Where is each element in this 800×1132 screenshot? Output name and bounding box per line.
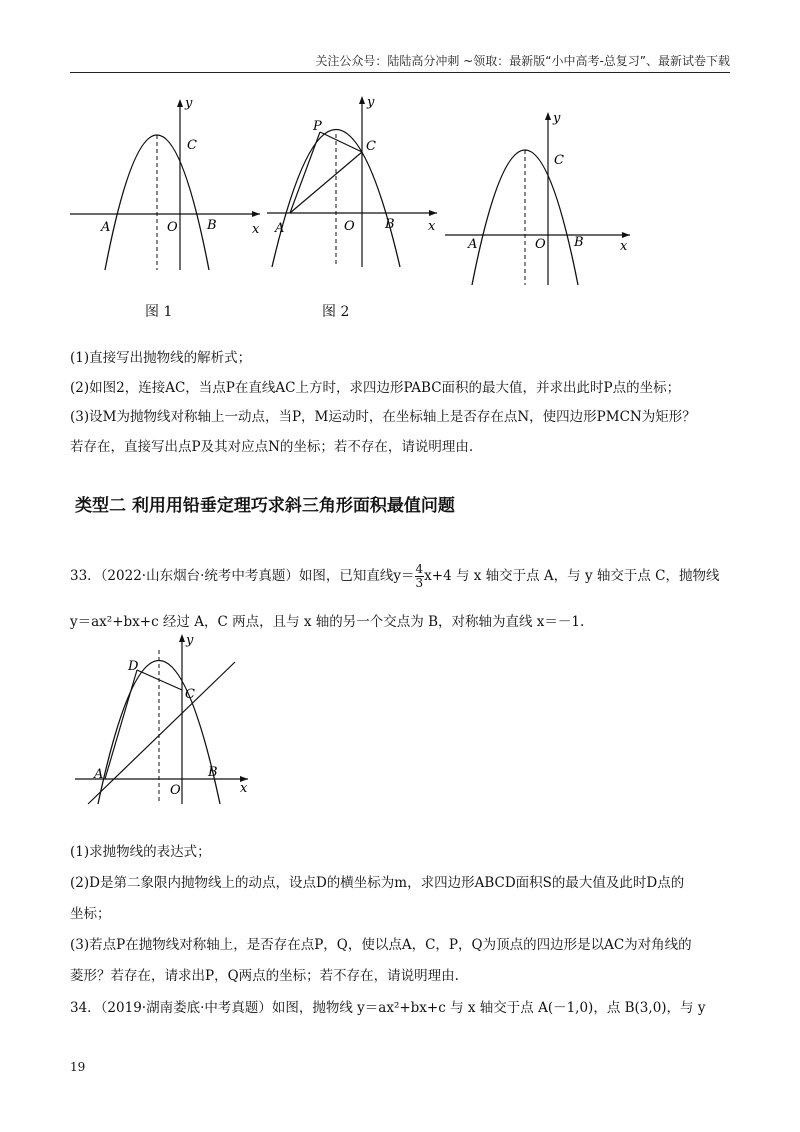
fig4-label-y: y [186,633,194,648]
fig2-label-o: O [344,219,355,234]
problem33-q1: (1)求抛物线的表达式； [70,844,211,860]
fraction [415,563,425,590]
figure-3 [440,110,640,290]
fig1-label-y: y [185,96,193,111]
problem33-intro [70,563,720,590]
problem33-q2-line1: (2)D是第二象限内抛物线上的动点，设点D的横坐标为m，求四边形ABCD面积S的最大值及此时D点的 [70,875,685,891]
prev-q3-line2: 若存在，直接写出点P及其对应点N的坐标；若不存在，请说明理由. [70,439,474,455]
section-title: 类型二 利用用铅垂定理巧求斜三角形面积最值问题 [75,496,455,516]
fraction-denominator: 3 [415,576,424,590]
fraction-numerator: 4 [415,562,424,576]
fig1-label-a: A [101,220,111,235]
fig3-label-a: A [468,237,478,252]
fig4-label-a: A [94,767,104,782]
page-number: 19 [70,1060,86,1074]
fig2-label-a: A [275,221,285,236]
fig3-label-o: O [535,237,546,252]
fig1-label-c: C [187,138,197,153]
fig4-label-o: O [170,783,181,798]
problem34-text: 34．（2019·湖南娄底·中考真题）如图，抛物线 y＝ax²+bx+c 与 x 轴交于点 A(－1,0)，点 B(3,0)，与 y [70,1000,706,1016]
figure-2 [262,92,442,272]
figure-2-caption: 图 2 [322,304,350,320]
problem33-line2: y＝ax²+bx+c 经过 A，C 两点，且与 x 轴的另一个交点为 B，对称轴为直线 x＝－1. [70,614,585,630]
problem33-intro-a: 33．（2022·山东烟台·统考中考真题）如图，已知直线y＝ [70,568,415,584]
prev-q3-line1: (3)设M为抛物线对称轴上一动点，当P，M运动时，在坐标轴上是否存在点N，使四边形PMCN为矩形？ [70,409,696,425]
prev-q2: (2)如图2，连接AC，当点P在直线AC上方时，求四边形PABC面积的最大值，并求出此时P点的坐标； [70,380,681,396]
prev-q1: (1)直接写出抛物线的解析式； [70,350,252,366]
figure-1 [65,95,265,275]
fig2-label-b: B [385,217,395,232]
fig3-label-y: y [553,111,561,126]
fig1-label-o: O [167,220,178,235]
problem33-q3-line2: 菱形？若存在，请求出P，Q两点的坐标；若不存在，请说明理由. [70,968,459,984]
fig4-label-x: x [240,781,248,796]
header-rule [70,72,730,73]
page-header: 关注公众号：陆陆高分冲刺 ~领取：最新版“小中高考-总复习”、最新试卷下载 [315,54,730,68]
fig4-label-d: D [128,659,139,674]
problem33-q3-line1: (3)若点P在抛物线对称轴上，是否存在点P，Q，使以点A，C，P，Q为顶点的四边形是以AC为对角线的 [70,937,692,953]
fig3-label-c: C [554,153,564,168]
problem33-q2-line2: 坐标； [70,906,111,922]
fig4-label-c: C [185,687,195,702]
fig2-label-x: x [428,219,436,234]
fig1-label-x: x [252,222,260,237]
fig2-label-p: P [313,119,322,134]
fig1-label-b: B [207,218,217,233]
figure-4 [70,632,255,807]
fig2-label-c: C [366,139,376,154]
problem33-intro-b: x+4 与 x 轴交于点 A，与 y 轴交于点 C，抛物线 [424,568,720,584]
fig4-label-b: B [208,765,218,780]
fig3-label-b: B [574,235,584,250]
fig2-label-y: y [367,95,375,110]
fig3-label-x: x [620,239,628,254]
figure-1-caption: 图 1 [145,304,173,320]
